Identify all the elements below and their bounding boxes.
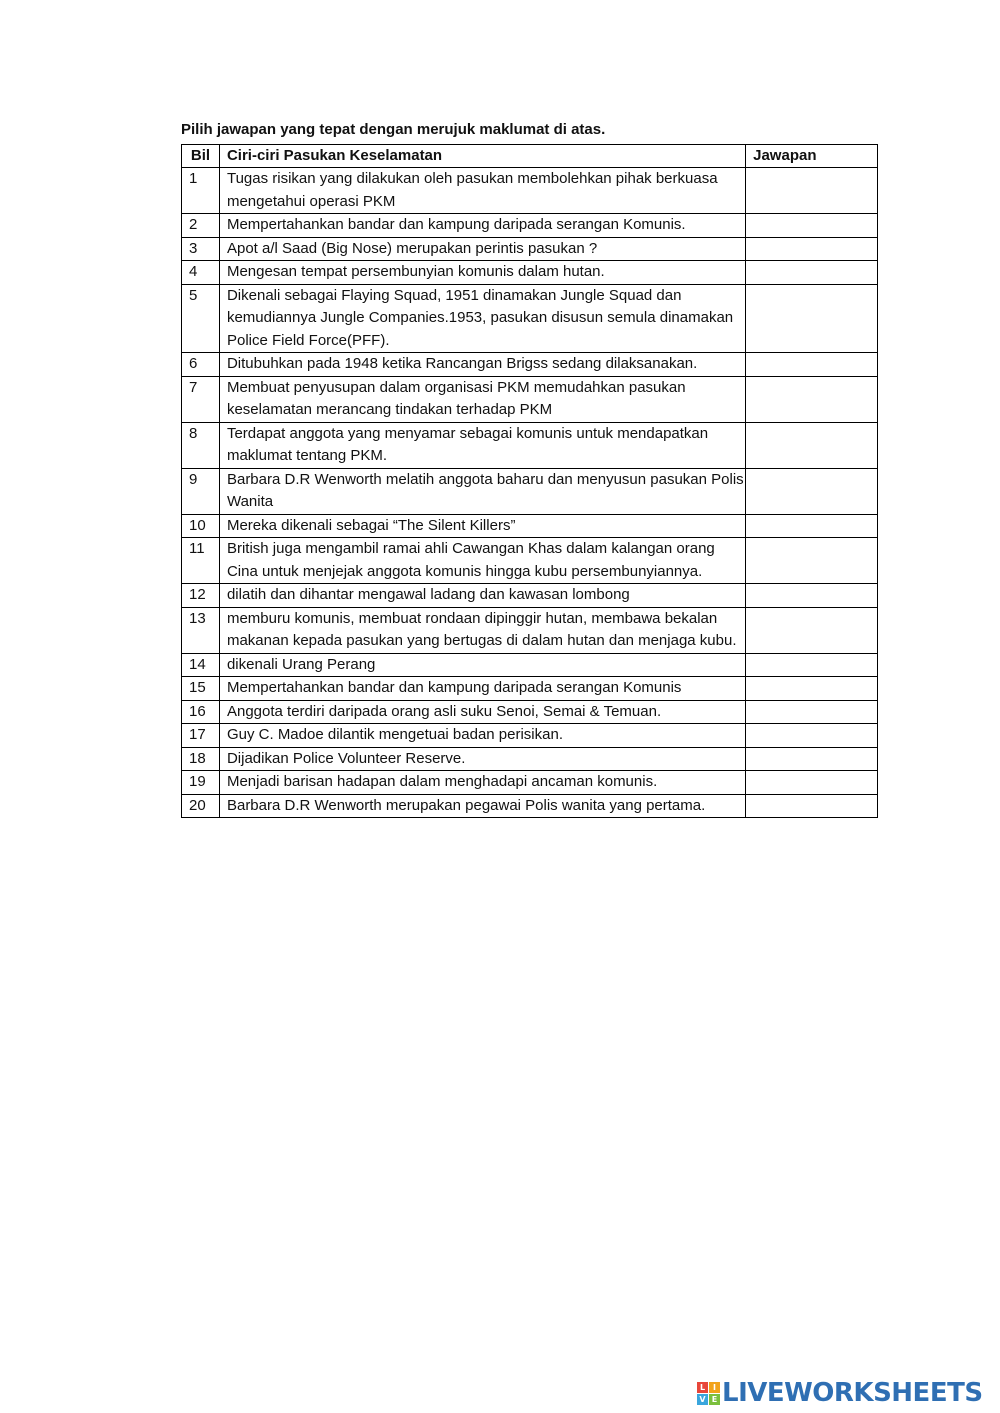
row-description: Terdapat anggota yang menyamar sebagai komunis untuk mendapatkan maklumat tentang PKM. xyxy=(219,422,745,468)
answer-cell[interactable] xyxy=(746,771,878,795)
answer-input[interactable] xyxy=(753,608,877,630)
answer-input[interactable] xyxy=(753,677,877,699)
answer-input[interactable] xyxy=(753,538,877,560)
table-row xyxy=(182,677,878,701)
answer-cell[interactable] xyxy=(746,724,878,748)
row-number: 8 xyxy=(182,422,220,468)
row-description: British juga mengambil ramai ahli Cawangan Khas dalam kalangan orang Cina untuk menjejak anggota komunis hingga kubu persembunyiannya. xyxy=(219,538,745,584)
header-bil: Bil xyxy=(182,145,220,168)
answer-cell[interactable] xyxy=(746,538,878,584)
logo-mark-letter: V xyxy=(697,1394,708,1405)
row-description: Mengesan tempat persembunyian komunis dalam hutan. xyxy=(219,261,745,285)
row-description: Barbara D.R Wenworth merupakan pegawai Polis wanita yang pertama. xyxy=(219,794,745,818)
row-description: Tugas risikan yang dilakukan oleh pasukan membolehkan pihak berkuasa mengetahui operasi PKM xyxy=(219,168,745,214)
table-row xyxy=(182,514,878,538)
answer-input[interactable] xyxy=(753,214,877,236)
row-number: 18 xyxy=(182,747,220,771)
answer-input[interactable] xyxy=(753,724,877,746)
row-number: 9 xyxy=(182,468,220,514)
row-number: 3 xyxy=(182,237,220,261)
row-number: 19 xyxy=(182,771,220,795)
table-body xyxy=(182,168,878,818)
answer-input[interactable] xyxy=(753,238,877,260)
table-row xyxy=(182,747,878,771)
row-description: Anggota terdiri daripada orang asli suku Senoi, Semai & Temuan. xyxy=(219,700,745,724)
row-description: memburu komunis, membuat rondaan dipinggir hutan, membawa bekalan makanan kepada pasukan yang bertugas di dalam hutan dan menjaga kubu. xyxy=(219,607,745,653)
table-row xyxy=(182,468,878,514)
row-number: 7 xyxy=(182,376,220,422)
table-row xyxy=(182,700,878,724)
answer-cell[interactable] xyxy=(746,214,878,238)
logo-text: LIVEWORKSHEETS xyxy=(722,1378,983,1408)
answer-cell[interactable] xyxy=(746,237,878,261)
row-number: 14 xyxy=(182,653,220,677)
row-description: Mempertahankan bandar dan kampung daripada serangan Komunis. xyxy=(219,214,745,238)
row-description: dilatih dan dihantar mengawal ladang dan kawasan lombong xyxy=(219,584,745,608)
table-row xyxy=(182,168,878,214)
table-row xyxy=(182,237,878,261)
answer-input[interactable] xyxy=(753,168,877,190)
table-row xyxy=(182,794,878,818)
answer-input[interactable] xyxy=(753,701,877,723)
answer-input[interactable] xyxy=(753,285,877,307)
row-description: Apot a/l Saad (Big Nose) merupakan perintis pasukan ? xyxy=(219,237,745,261)
row-number: 17 xyxy=(182,724,220,748)
table-row xyxy=(182,724,878,748)
row-number: 12 xyxy=(182,584,220,608)
answer-cell[interactable] xyxy=(746,514,878,538)
answer-cell[interactable] xyxy=(746,584,878,608)
row-number: 16 xyxy=(182,700,220,724)
table-row xyxy=(182,422,878,468)
table-row xyxy=(182,607,878,653)
answer-cell[interactable] xyxy=(746,468,878,514)
table-header-row xyxy=(182,145,878,168)
row-description: Mempertahankan bandar dan kampung daripada serangan Komunis xyxy=(219,677,745,701)
logo-mark-letter: E xyxy=(709,1394,720,1405)
answer-input[interactable] xyxy=(753,261,877,283)
header-jawapan: Jawapan xyxy=(746,145,878,168)
answer-cell[interactable] xyxy=(746,422,878,468)
answer-cell[interactable] xyxy=(746,794,878,818)
table-row xyxy=(182,261,878,285)
answer-input[interactable] xyxy=(753,584,877,606)
row-description: Guy C. Madoe dilantik mengetuai badan perisikan. xyxy=(219,724,745,748)
row-number: 5 xyxy=(182,284,220,353)
row-number: 10 xyxy=(182,514,220,538)
answer-cell[interactable] xyxy=(746,677,878,701)
answer-input[interactable] xyxy=(753,377,877,399)
liveworksheets-logo xyxy=(697,1378,983,1408)
answer-cell[interactable] xyxy=(746,700,878,724)
table-row xyxy=(182,653,878,677)
answer-cell[interactable] xyxy=(746,353,878,377)
row-description: Mereka dikenali sebagai “The Silent Killers” xyxy=(219,514,745,538)
instruction-text: Pilih jawapan yang tepat dengan merujuk maklumat di atas. xyxy=(181,121,606,138)
row-description: Ditubuhkan pada 1948 ketika Rancangan Brigss sedang dilaksanakan. xyxy=(219,353,745,377)
row-number: 11 xyxy=(182,538,220,584)
row-number: 13 xyxy=(182,607,220,653)
row-description: Dikenali sebagai Flaying Squad, 1951 dinamakan Jungle Squad dan kemudiannya Jungle Companies.1953, pasukan disusun semula dinamakan Police Field Force(PFF). xyxy=(219,284,745,353)
answer-input[interactable] xyxy=(753,748,877,770)
row-description: Membuat penyusupan dalam organisasi PKM memudahkan pasukan keselamatan merancang tindakan terhadap PKM xyxy=(219,376,745,422)
table-row xyxy=(182,771,878,795)
row-number: 1 xyxy=(182,168,220,214)
answer-table xyxy=(181,144,878,818)
table-row xyxy=(182,584,878,608)
header-ciri: Ciri-ciri Pasukan Keselamatan xyxy=(219,145,745,168)
table-row xyxy=(182,376,878,422)
row-description: Barbara D.R Wenworth melatih anggota baharu dan menyusun pasukan Polis Wanita xyxy=(219,468,745,514)
table-row xyxy=(182,538,878,584)
answer-cell[interactable] xyxy=(746,653,878,677)
answer-cell[interactable] xyxy=(746,168,878,214)
answer-input[interactable] xyxy=(753,423,877,445)
answer-input[interactable] xyxy=(753,654,877,676)
logo-mark-letter: I xyxy=(709,1382,720,1393)
logo-mark-letter: L xyxy=(697,1382,708,1393)
answer-input[interactable] xyxy=(753,795,877,817)
table-row xyxy=(182,214,878,238)
row-description: dikenali Urang Perang xyxy=(219,653,745,677)
answer-cell[interactable] xyxy=(746,607,878,653)
row-description: Menjadi barisan hadapan dalam menghadapi ancaman komunis. xyxy=(219,771,745,795)
answer-input[interactable] xyxy=(753,353,877,375)
row-number: 6 xyxy=(182,353,220,377)
row-number: 4 xyxy=(182,261,220,285)
row-number: 20 xyxy=(182,794,220,818)
table-row xyxy=(182,353,878,377)
answer-cell[interactable] xyxy=(746,284,878,353)
row-description: Dijadikan Police Volunteer Reserve. xyxy=(219,747,745,771)
answer-cell[interactable] xyxy=(746,376,878,422)
table-row xyxy=(182,284,878,353)
answer-input[interactable] xyxy=(753,469,877,491)
answer-cell[interactable] xyxy=(746,747,878,771)
row-number: 15 xyxy=(182,677,220,701)
answer-input[interactable] xyxy=(753,771,877,793)
row-number: 2 xyxy=(182,214,220,238)
answer-input[interactable] xyxy=(753,515,877,537)
liveworksheets-logo-icon xyxy=(697,1382,720,1405)
answer-cell[interactable] xyxy=(746,261,878,285)
